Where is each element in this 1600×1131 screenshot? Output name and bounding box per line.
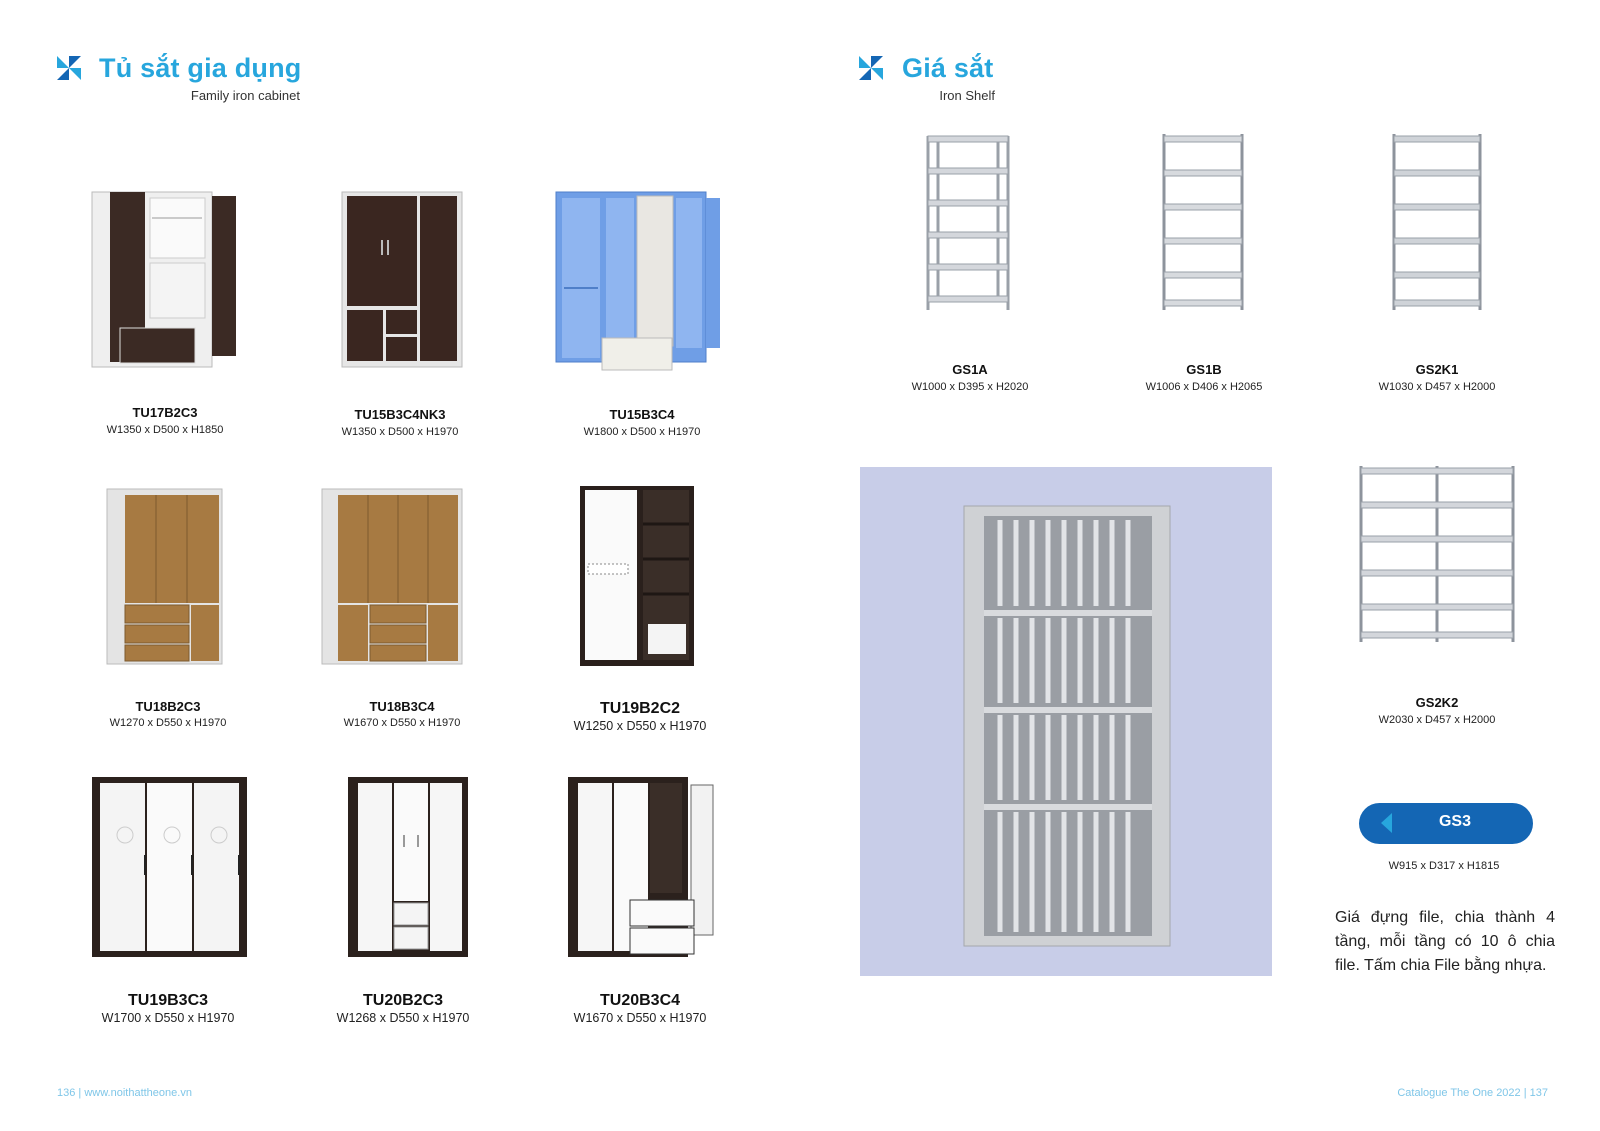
gs3-description: Giá đựng file, chia thành 4 tầng, mỗi tầng có 10 ô chia file. Tấm chia File bằng nhựa. (1335, 909, 1555, 974)
gs3-badge-label: GS3 (1438, 813, 1471, 830)
product-dimensions: W2030 x D457 x H2000 (1378, 714, 1496, 726)
shelf-image-gs2k2 (1355, 462, 1520, 647)
product-dimensions: W1006 x D406 x H2065 (1145, 381, 1263, 393)
product-code: TU19B3C3 (127, 992, 209, 1009)
shelf-image-gs1a (922, 132, 1014, 314)
cabinet-image-tu18b3c4 (320, 487, 465, 667)
product-code: TU20B3C4 (599, 992, 681, 1009)
product-code: TU19B2C2 (599, 700, 681, 717)
product-dimensions: W1670 x D550 x H1970 (343, 717, 461, 729)
product-dimensions: W1268 x D550 x H1970 (336, 1011, 470, 1025)
cabinet-image-tu19b2c2 (578, 484, 696, 669)
cabinet-image-tu15b3c4 (552, 188, 722, 373)
gs3-dimensions: W915 x D317 x H1815 (1388, 860, 1500, 872)
gs3-badge (1359, 803, 1533, 844)
cabinet-image-tu17b2c3 (90, 188, 240, 373)
left-section-title: Tủ sắt gia dụng (99, 53, 302, 83)
footer-right-page-number: Catalogue The One 2022 | 137 (1397, 1087, 1548, 1099)
cabinet-image-tu20b2c3 (346, 775, 471, 960)
shelf-image-gs2k1 (1388, 130, 1486, 315)
product-dimensions: W1350 x D500 x H1850 (106, 424, 224, 436)
product-dimensions: W1000 x D395 x H2020 (911, 381, 1029, 393)
product-code: TU17B2C3 (132, 405, 198, 420)
shelf-image-gs1b (1158, 130, 1248, 315)
brand-pinwheel-icon (858, 55, 884, 81)
product-code: TU18B2C3 (135, 699, 201, 714)
product-code: GS2K2 (1415, 695, 1459, 710)
cabinet-image-tu18b2c3 (105, 487, 225, 667)
product-code: TU15B3C4NK3 (354, 407, 446, 422)
product-dimensions: W1030 x D457 x H2000 (1378, 381, 1496, 393)
product-dimensions: W1800 x D500 x H1970 (583, 426, 701, 438)
product-code: GS1A (952, 362, 988, 377)
file-rack-image-gs3 (962, 502, 1172, 952)
right-section-title: Giá sắt (902, 53, 994, 83)
right-section-subtitle: Iron Shelf (939, 88, 995, 103)
product-code: TU15B3C4 (609, 407, 675, 422)
product-code: TU18B3C4 (369, 699, 435, 714)
gs3-image-panel (860, 467, 1272, 976)
product-code: GS1B (1186, 362, 1222, 377)
product-code: GS2K1 (1415, 362, 1459, 377)
product-dimensions: W1700 x D550 x H1970 (101, 1011, 235, 1025)
left-section-subtitle: Family iron cabinet (190, 88, 300, 103)
cabinet-image-tu19b3c3 (90, 775, 250, 960)
product-dimensions: W1350 x D500 x H1970 (341, 426, 459, 438)
brand-pinwheel-icon (56, 55, 82, 81)
cabinet-image-tu20b3c4 (566, 775, 716, 960)
product-dimensions: W1270 x D550 x H1970 (109, 717, 227, 729)
product-dimensions: W1250 x D550 x H1970 (573, 719, 707, 733)
cabinet-image-tu15b3c4nk3 (340, 190, 465, 370)
footer-left-page-number: 136 | www.noithattheone.vn (57, 1087, 192, 1099)
product-code: TU20B2C3 (362, 992, 444, 1009)
product-dimensions: W1670 x D550 x H1970 (573, 1011, 707, 1025)
